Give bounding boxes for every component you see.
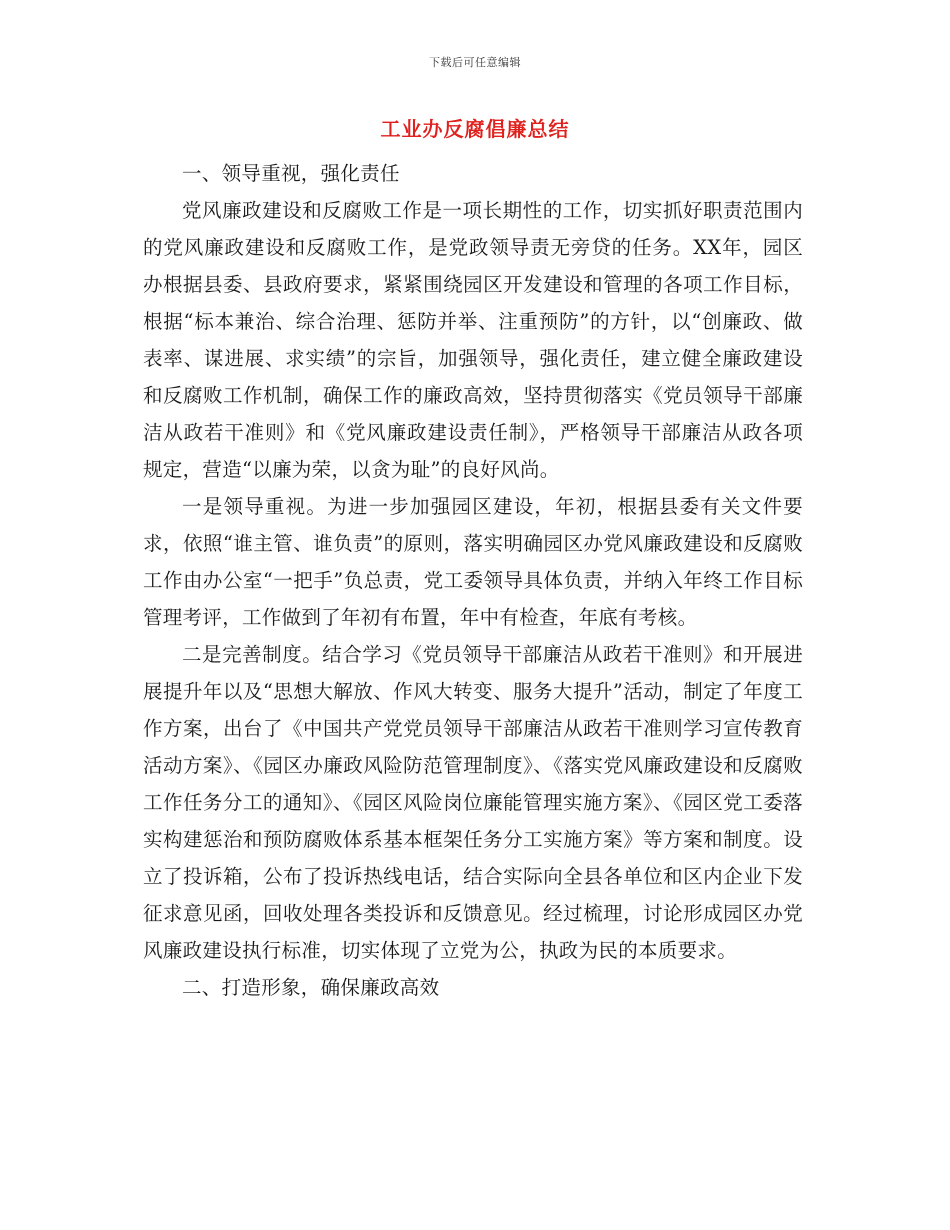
section-heading-1: 一、领导重视，强化责任 (182, 162, 400, 185)
paragraph-leadership: 一是领导重视。为进一步加强园区建设，年初，根据县委有关文件要求，依照“谁主管、谁负责”的原则，落实明确园区办党风廉政建设和反腐败工作由办公室“一把手”负总责，党工委领导具体负责，并纳入年终工作目标管理考评，工作做到了年初有布置，年中有检查，年底有考核。 (143, 495, 803, 629)
document-title: 工业办反腐倡廉总结 (380, 117, 570, 141)
paragraph-system: 二是完善制度。结合学习《党员领导干部廉洁从政若干准则》和开展进展提升年以及“思想大解放、作风大转变、服务大提升”活动，制定了年度工作方案，出台了《中国共产党党员领导干部廉洁从政若干准则学习宣传教育活动方案》、《园区办廉政风险防范管理制度》、《落实党风廉政建设和反腐败工作任务分工的通知》、《园区风险岗位廉能管理实施方案》、《园区党工委落实构建惩治和预防腐败体系基本框架任务分工实施方案》等方案和制度。设立了投诉箱，公布了投诉热线电话，结合实际向全县各单位和区内企业下发征求意见函，回收处理各类投诉和反馈意见。经过梳理，讨论形成园区办党风廉政建设执行标准，切实体现了立党为公，执政为民的本质要求。 (143, 643, 803, 962)
header-note: 下载后可任意编辑 (429, 56, 521, 69)
document-body (143, 155, 803, 1006)
section-heading-2: 二、打造形象，确保廉政高效 (182, 976, 440, 999)
paragraph-intro: 党风廉政建设和反腐败工作是一项长期性的工作，切实抓好职责范围内的党风廉政建设和反腐败工作，是党政领导责无旁贷的任务。XX年，园区办根据县委、县政府要求，紧紧围绕园区开发建设和管理的各项工作目标，根据“标本兼治、综合治理、惩防并举、注重预防”的方针，以“创廉政、做表率、谋进展、求实绩”的宗旨，加强领导，强化责任，建立健全廉政建设和反腐败工作机制，确保工作的廉政高效，坚持贯彻落实《党员领导干部廉洁从政若干准则》和《党风廉政建设责任制》，严格领导干部廉洁从政各项规定，营造“以廉为荣，以贪为耻”的良好风尚。 (143, 199, 803, 481)
